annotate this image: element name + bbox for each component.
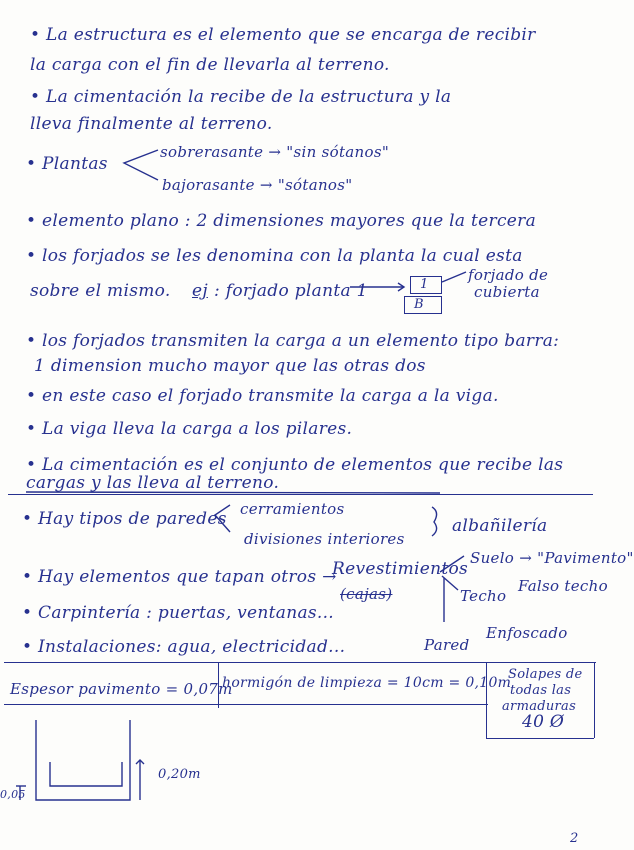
note-line-3: • La cimentación la recibe de la estructura y la <box>30 87 452 107</box>
suelo-pavimento: Suelo → "Pavimento" <box>470 549 634 567</box>
page-number: 2 <box>570 831 579 846</box>
note-line-12: • en este caso el forjado transmite la carga a la viga. <box>26 386 499 406</box>
paredes-divisiones: divisiones interiores <box>244 530 405 548</box>
note-line-9a: sobre el mismo. <box>30 281 171 301</box>
plantas-bajorasante: bajorasante → "sótanos" <box>162 176 353 194</box>
table-cell-solapes-3: armaduras <box>502 699 577 714</box>
note-line-8: • los forjados se les denomina con la planta la cual esta <box>26 246 523 266</box>
note-line-4: lleva finalmente al terreno. <box>30 114 273 134</box>
note-line-2: la carga con el fin de llevarla al terreno. <box>30 55 390 75</box>
note-line-11: 1 dimension mucho mayor que las otras dos <box>34 356 426 376</box>
table-cell-hormigon: hormigón de limpieza = 10cm = 0,10m <box>222 675 512 691</box>
enfoscado-label: Enfoscado <box>486 624 568 642</box>
paredes-albanileria: albañilería <box>452 516 548 536</box>
pared-label: Pared <box>424 636 470 654</box>
table-cell-solapes-1: Solapes de <box>508 667 583 682</box>
note-line-10: • los forjados transmiten la carga a un elemento tipo barra: <box>26 331 560 351</box>
table-cell-pavimento: Espesor pavimento = 0,07m <box>10 680 233 698</box>
note-line-9-example: ej <box>192 281 208 301</box>
sketch-dim-right: 0,20m <box>158 767 201 782</box>
table-cell-solapes-2: todas las <box>510 683 572 698</box>
falso-techo-label: Falso techo <box>518 577 608 595</box>
revestimientos-label: Revestimientos <box>332 559 469 579</box>
note-line-14: • La cimentación es el conjunto de elementos que recibe las <box>26 455 564 475</box>
paredes-cerramientos: cerramientos <box>240 500 345 518</box>
plantas-label: • Plantas <box>26 154 108 174</box>
cajas-struck: (cajas) <box>340 585 393 603</box>
mini-building-top-label: 1 <box>420 277 429 292</box>
table-cell-solapes-4: 40 Ø <box>522 712 565 732</box>
sketch-dim-left: 0,05 <box>0 788 26 801</box>
mini-building-bottom-label: B <box>414 297 424 312</box>
forjado-cubierta-label-2: cubierta <box>474 283 540 301</box>
note-line-15: cargas y las lleva al terreno. <box>26 473 280 493</box>
techo-label: Techo <box>460 587 507 605</box>
paredes-label: • Hay tipos de paredes <box>22 509 227 529</box>
tapan-label: • Hay elementos que tapan otros → <box>22 567 337 587</box>
forjado-cubierta-label-1: forjado de <box>468 266 549 284</box>
note-line-9c: : forjado planta 1 <box>214 281 368 301</box>
note-line-7: • elemento plano : 2 dimensiones mayores que la tercera <box>26 211 537 231</box>
plantas-sobrerasante: sobrerasante → "sin sótanos" <box>160 143 390 161</box>
note-line-1: • La estructura es el elemento que se encarga de recibir <box>30 25 536 45</box>
carpinteria-line: • Carpintería : puertas, ventanas... <box>22 603 335 623</box>
note-line-13: • La viga lleva la carga a los pilares. <box>26 419 353 439</box>
instalaciones-line: • Instalaciones: agua, electricidad... <box>22 637 346 657</box>
